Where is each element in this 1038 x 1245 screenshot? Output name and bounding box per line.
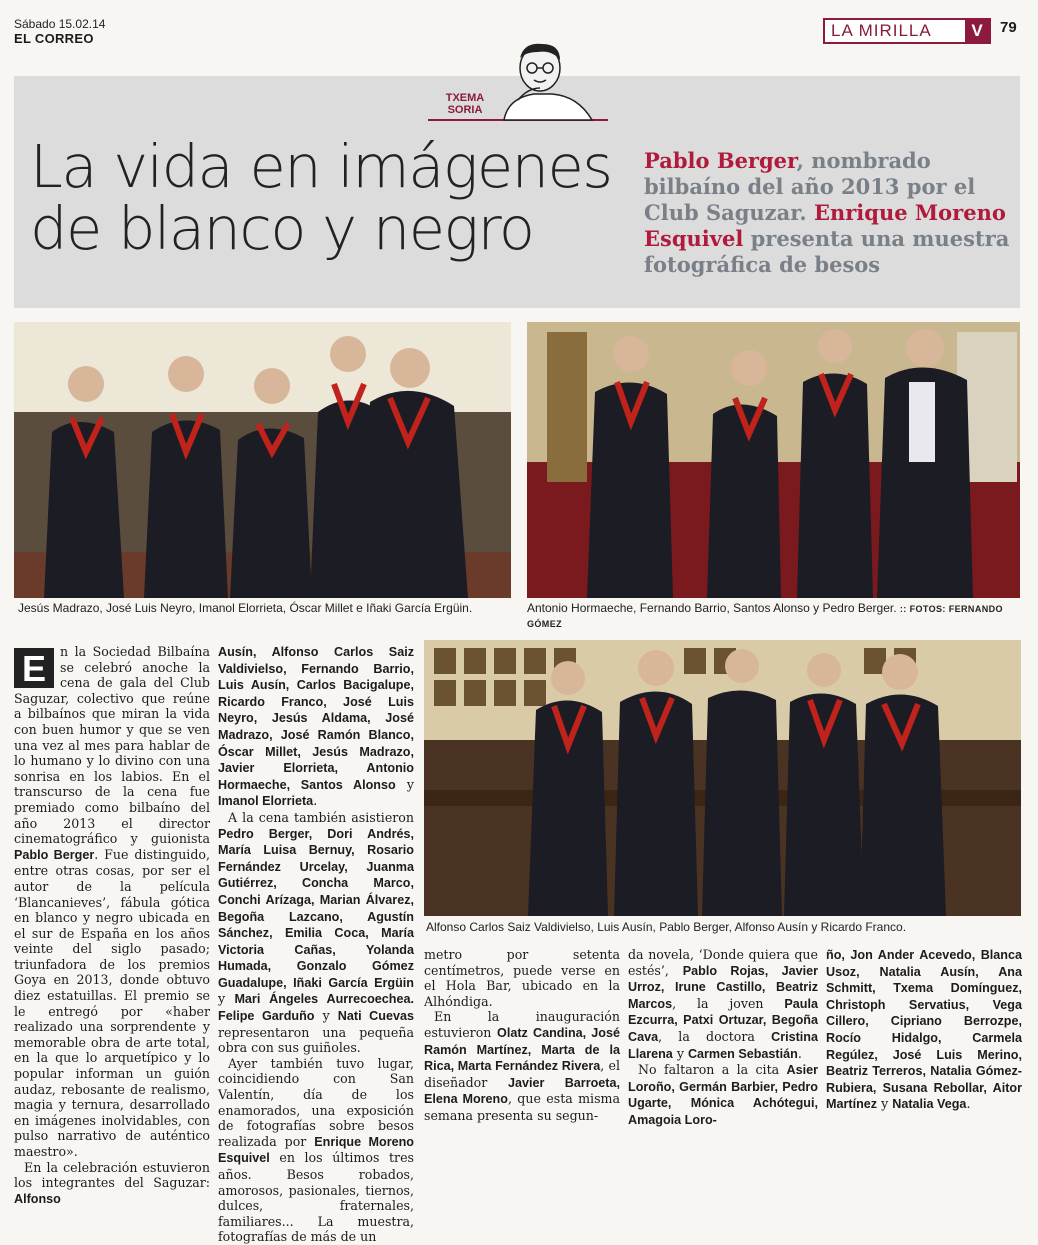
newspaper-name: EL CORREO	[14, 31, 94, 46]
article-column-3: metro por setenta centímetros, puede verse en el Hola Bar, ubicado en la Alhóndiga. En la inauguración estuvieron Olatz Candina, José Ramón Martínez, Marta de la Rica, Marta Fernández Rivera, el diseñador Javier Barroeta, Elena Moreno, que esta misma semana presenta su segun-	[424, 947, 620, 1123]
photo-2-caption: Antonio Hormaeche, Fernando Barrio, Santos Alonso y Pedro Berger. :: FOTOS: FERNANDO GÓMEZ	[527, 601, 1003, 629]
author-name: TXEMA SORIA	[445, 92, 485, 116]
section-tag	[823, 18, 991, 44]
page-number: 79	[1000, 19, 1017, 36]
author-portrait-illustration	[494, 38, 602, 120]
photo-group-1	[14, 322, 511, 598]
photo-group-3	[424, 640, 1021, 916]
headline: La vida en imágenes de blanco y negro	[30, 132, 612, 263]
photo-group-2	[527, 322, 1020, 598]
article-column-4: da novela, ‘Donde quiera que estés’, Pablo Rojas, Javier Urroz, Irune Castillo, Beatriz Marcos, la joven Paula Ezcurra, Patxi Ortuzar, Begoña Cava, la doctora Cristina Llarena y Carmen Sebastián. No faltaron a la cita Asier Loroño, Germán Barbier, Pedro Ugarte, Mónica Achótegui, Amagoia Loro-	[628, 947, 819, 1127]
photo-3-caption: Alfonso Carlos Saiz Valdivielso, Luis Ausín, Pablo Berger, Alfonso Ausín y Ricardo Franco.	[426, 920, 907, 934]
photo-credit: :: FOTOS: FERNANDO GÓMEZ	[527, 604, 1003, 629]
subheadline: Pablo Berger, nombrado bilbaíno del año 2013 por el Club Saguzar. Enrique Moreno Esquivel presenta una muestra fotográfica de besos	[644, 148, 1010, 277]
article-column-1: E n la Sociedad Bilbaína se celebró anoche la cena de gala del Club Saguzar, colectivo que reúne a bilbaínos que miran la vida con buen humor y que se ven una vez al mes para hablar de lo humano y lo divino con una sonrisa en los labios. En el transcurso de la cena fue premiado como bilbaíno del año 2013 el director cinematográfico y guionista Pablo Berger. Fue distinguido, entre otras cosas, por ser el autor de la película ‘Blancanieves’, fábula gótica en blanco y negro ubicada en el sur de España en los años veinte del siglo pasado; triunfadora de los premios Goya en 2013, donde obtuvo diez estatuillas. El premio se le entregó por «haber realizado una sorprendente y memorable obra de arte total, en la que lo arquetípico y lo popular informan un guión audaz, rebosante de realismo, magia y ternura, desarrollado en imágenes inolvidables, con pulso narrativo de auténtico maestro». En la celebración estuvieron los integrantes del Saguzar: Alfonso	[14, 644, 210, 1206]
photo-1-caption: Jesús Madrazo, José Luis Neyro, Imanol Elorrieta, Óscar Millet e Iñaki García Ergüin.	[18, 601, 473, 615]
drop-cap: E	[14, 648, 54, 688]
issue-date: Sábado 15.02.14	[14, 17, 106, 31]
article-column-5: ño, Jon Ander Acevedo, Blanca Usoz, Natalia Ausín, Ana Schmitt, Txema Domínguez, Christoph Servatius, Vega Cillero, Cipriano Berrozpe, Rocío Hidalgo, Carmela Regúlez, José Luis Merino, Beatriz Terreros, Natalia Gómez-Rubiera, Susana Rebollar, Aitor Martínez y Natalia Vega.	[826, 948, 1022, 1112]
article-column-2: Ausín, Alfonso Carlos Saiz Valdivielso, Fernando Barrio, Luis Ausín, Carlos Bacigalupe, Ricardo Franco, José Luis Neyro, Jesús Aldama, José Madrazo, José Ramón Blanco, Óscar Millet, Jesús Madrazo, Javier Elorrieta, Antonio Hormaeche, Santos Alonso y Imanol Elorrieta. A la cena también asistieron Pedro Berger, Dori Andrés, María Luisa Bernuy, Rosario Fernández Urcelay, Juanma Gutiérrez, Concha Marco, Conchi Arízaga, Marian Álvarez, Begoña Lazcano, Agustín Sánchez, Emilia Coca, María Victoria Cañas, Yolanda Humada, Gonzalo Gómez Guadalupe, Iñaki García Ergüin y Mari Ángeles Aurrecoechea. Felipe Garduño y Nati Cuevas representaron una pequeña obra con sus guiñoles. Ayer también tuvo lugar, coincidiendo con San Valentín, día de los enamorados, una exposición de fotografías sobre besos realizada por Enrique Moreno Esquivel en los últimos tres años. Besos robados, amorosos, pasionales, tiernos, dulces, fraternales, familiares... La muestra, fotografías de más de un	[218, 645, 414, 1245]
section-mark: V	[965, 20, 989, 42]
section-name: LA MIRILLA	[831, 21, 932, 40]
